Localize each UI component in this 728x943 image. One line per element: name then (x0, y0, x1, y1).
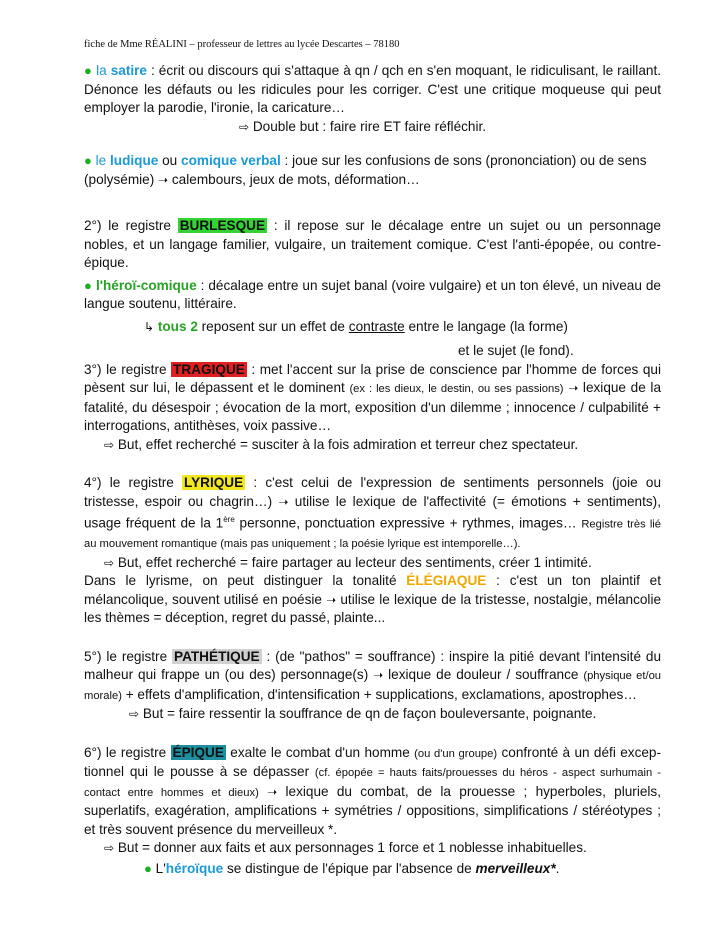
term-burlesque: BURLESQUE (179, 218, 266, 233)
arrow-icon: ➝ (373, 668, 384, 683)
term-heroi-comique: héroï-comique (103, 277, 197, 293)
heroique-note: ● L'héroïque se distingue de l'épique par l'absence de merveilleux*. (144, 860, 560, 876)
hollow-arrow-icon: ⇨ (104, 841, 115, 856)
term-elegiaque: ÉLÉGIAQUE (406, 573, 487, 589)
satire-note: ⇨ Double but : faire rire ET faire réfléchir. (239, 118, 487, 134)
page-header: fiche de Mme RÉALINI – professeur de lettres au lycée Descartes – 78180 (84, 39, 400, 50)
bullet-icon: ● (144, 860, 152, 876)
term-lyrique: LYRIQUE (184, 475, 244, 490)
hollow-arrow-icon: ⇨ (104, 555, 115, 570)
hollow-arrow-icon: ⇨ (239, 119, 250, 134)
epique-paragraph: 6°) le registre ÉPIQUE exalte le combat d'un homme (ou d'un groupe) confronté à un défi excep-tionnel qui le pousse à se dépasser (cf. épopée = hauts faits/prouesses du héros - aspect surhumain - contact entre hommes et dieux) ➝ lexique du combat, de la prouesse ; hyperboles, pluriels, superlatifs, exagération, amplifications + symétries / oppositions, simplifications / stéréotypes ; et très souvent présence du merveilleux *. (84, 744, 662, 837)
arrow-icon: ➝ (568, 381, 579, 395)
contraste-note-end: et le sujet (le fond). (458, 343, 574, 358)
heroicomique-paragraph: ● l'héroï-comique : décalage entre un sujet banal (voire vulgaire) et un ton élevé, un niveau de langue soutenu, littéraire. (84, 277, 661, 311)
term-satire: satire (110, 63, 147, 78)
hollow-arrow-icon: ⇨ (104, 437, 115, 452)
arrow-icon: ➝ (326, 592, 337, 607)
term-heroique: héroïque (165, 860, 224, 876)
bullet-icon: ● (84, 153, 92, 168)
term-comique-verbal: comique verbal (181, 153, 281, 168)
bullet-icon: ● (84, 277, 93, 293)
ludique-paragraph: ● le ludique ou comique verbal : joue sur les confusions de sons (prononciation) ou de sens (polysémie) ➝ calembours, jeux de mots, déformation… (84, 153, 647, 187)
pathetique-paragraph: 5°) le registre PATHÉTIQUE : (de "pathos" = souffrance) : inspire la pitié devant l'intensité du malheur qui frappe un (ou des) personnage(s) ➝ lexique de douleur / souffrance (physique et/ou morale) + effets d'amplification, d'intensification + supplications, exclamations, apostrophes… (84, 648, 662, 702)
contraste-note: ↳ tous 2 reposent sur un effet de contraste entre le langage (la forme) (144, 318, 568, 334)
tragique-paragraph: 3°) le registre TRAGIQUE : met l'accent sur la prise de conscience par l'homme de forces qui pèsent sur lui, le dépassent et le dominent (ex : les dieux, le destin, ou ses passions) ➝ lexique de la fatalité, du désespoir ; évocation de la mort, exposition d'un dilemme ; innocence / culpabilité + interrogations, antithèses, voix passive… (84, 361, 662, 433)
term-pathetique: PATHÉTIQUE (174, 648, 260, 664)
epique-note: ⇨ But = donner aux faits et aux personnages 1 force et 1 noblesse inhabituelles. (104, 840, 587, 856)
bullet-icon: ● (84, 63, 93, 78)
tragique-note: ⇨ But, effet recherché = susciter à la fois admiration et terreur chez spectateur. (104, 436, 579, 452)
term-epique: ÉPIQUE (172, 744, 224, 760)
elegiaque-paragraph: Dans le lyrisme, on peut distinguer la tonalité ÉLÉGIAQUE : c'est un ton plaintif et mélancolique, souvent utilisé en poésie ➝ utilise le lexique de la tristesse, nostalgie, mélancolie les thèmes = déception, regret du passé, plainte... (84, 573, 662, 626)
arrow-icon: ➝ (278, 494, 289, 509)
arrow-icon: ➝ (267, 784, 278, 799)
hook-arrow-icon: ↳ (144, 319, 155, 334)
lyrique-paragraph: 4°) le registre LYRIQUE : c'est celui de l'expression de sentiments personnels (joie ou tristesse, espoir ou chagrin…) ➝ utilise le lexique de l'affectivité (= émotions + sentiments), usage fréquent de la 1ère personne, ponctuation expressive + rythmes, images… Registre très lié au mouvement romantique (mais pas uniquement ; la poésie lyrique est intemporelle…). (84, 475, 662, 551)
term-tragique: TRAGIQUE (173, 361, 245, 377)
satire-paragraph: ● la satire : écrit ou discours qui s'attaque à qn / qch en s'en moquant, le ridiculisant, le raillant. Dénonce les défauts ou les ridicules pour les corriger. C'est une critique moqueuse qui peut employer la parodie, l'ironie, la caricature… (84, 63, 662, 115)
term-ludique: ludique (110, 153, 159, 168)
arrow-icon: ➝ (158, 172, 169, 187)
burlesque-paragraph: 2°) le registre BURLESQUE : il repose sur le décalage entre un sujet ou un personnage nobles, et un langage familier, vulgaire, un traitement comique. C'est l'anti-épopée, ou contre-épique. (84, 218, 661, 270)
hollow-arrow-icon: ⇨ (129, 707, 140, 722)
lyrique-note: ⇨ But, effet recherché = faire partager au lecteur des sentiments, créer 1 intimité. (104, 554, 592, 570)
document-page (84, 30, 661, 878)
pathetique-note: ⇨ But = faire ressentir la souffrance de qn de façon bouleversante, poignante. (129, 706, 597, 722)
